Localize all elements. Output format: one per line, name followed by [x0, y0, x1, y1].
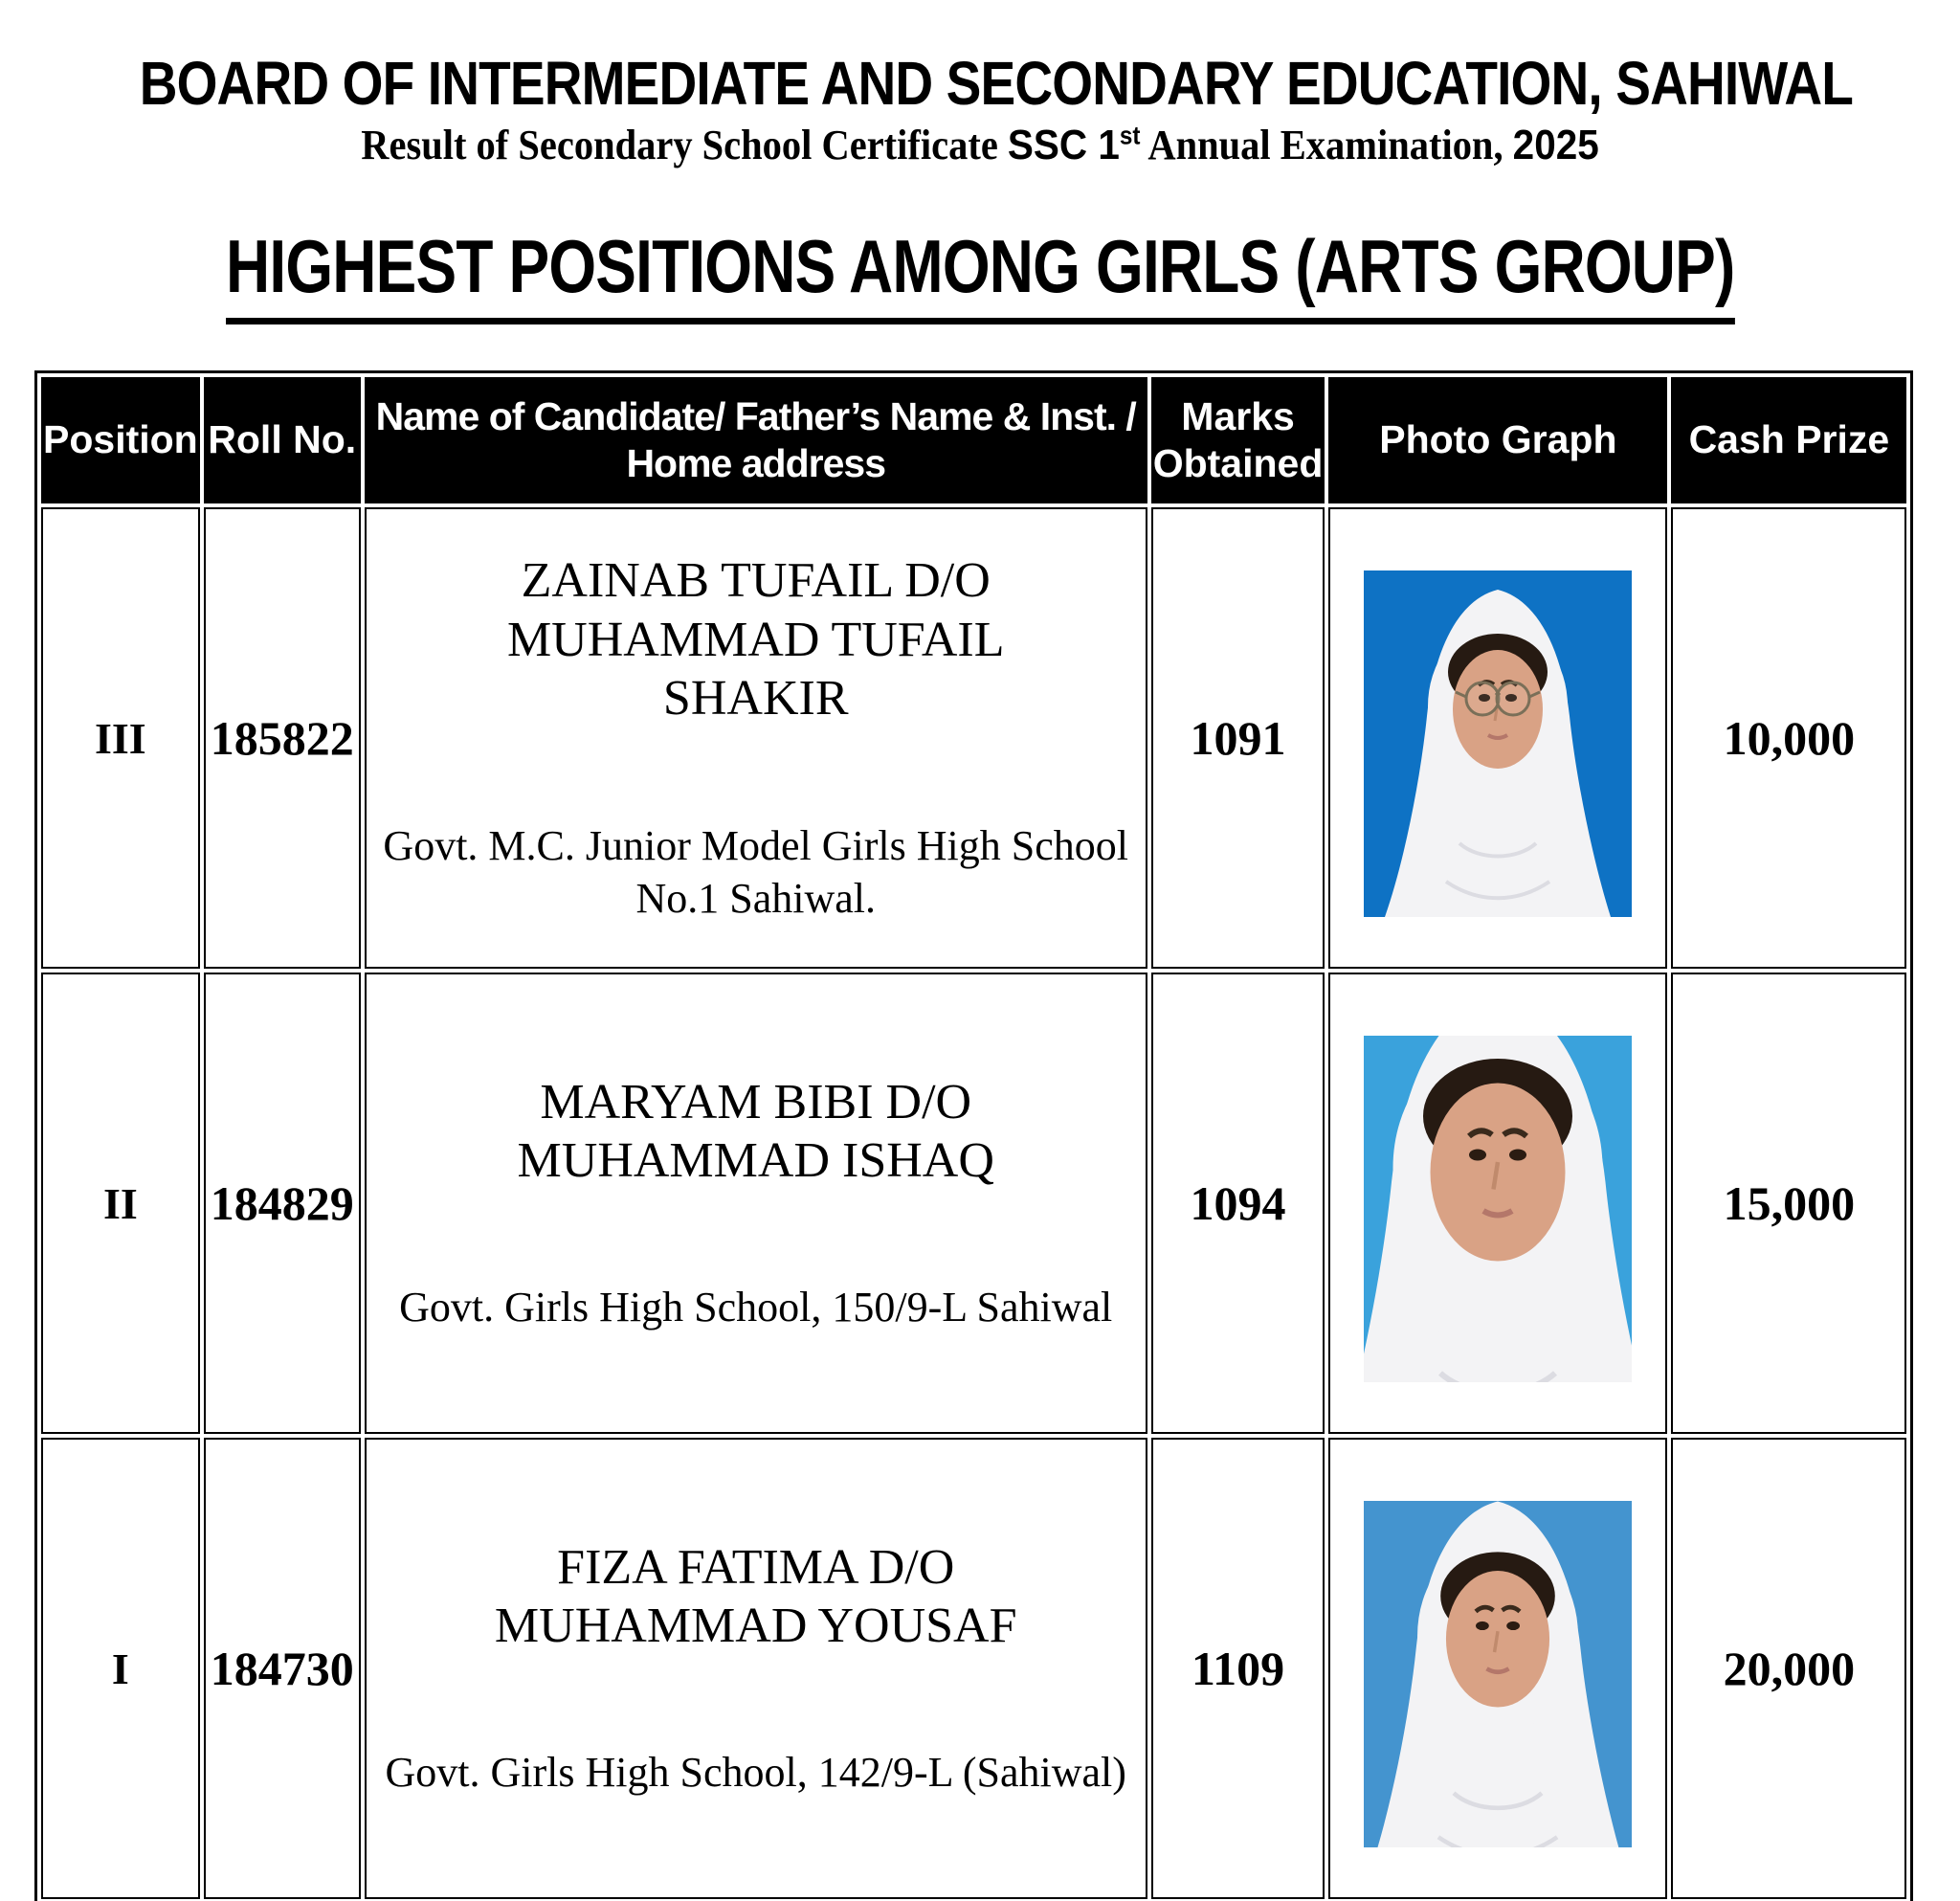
- candidate-name: ZAINAB TUFAIL D/O MUHAMMAD TUFAIL SHAKIR: [506, 553, 1005, 727]
- cash-prize-cell: 15,000: [1671, 973, 1906, 1434]
- cash-prize-cell: 20,000: [1671, 1438, 1906, 1899]
- header-roll-no: Roll No.: [204, 377, 361, 503]
- position-cell: III: [41, 507, 200, 969]
- exam-subtitle-row: [0, 121, 1960, 169]
- marks-cell: 1091: [1151, 507, 1325, 969]
- photo-cell: [1328, 1438, 1667, 1899]
- marks-cell: 1109: [1151, 1438, 1325, 1899]
- subtitle-exam-code: SSC 1: [1007, 122, 1120, 168]
- institution-name: Govt. M.C. Junior Model Girls High School No.1 Sahiwal.: [383, 821, 1128, 922]
- name-cell: [365, 507, 1147, 969]
- section-heading-row: [0, 223, 1960, 324]
- candidate-photo: [1364, 1501, 1632, 1847]
- table-header: [41, 377, 1906, 503]
- position-cell: II: [41, 973, 200, 1434]
- subtitle-year: 2025: [1512, 122, 1599, 168]
- marks-cell: 1094: [1151, 973, 1325, 1434]
- table-row: [41, 507, 1906, 969]
- subtitle-lead: Result of Secondary School Certificate: [361, 122, 1008, 168]
- candidate-photo: [1364, 1036, 1632, 1382]
- name-cell: [365, 973, 1147, 1434]
- position-cell: I: [41, 1438, 200, 1899]
- roll-no-cell: 184730: [204, 1438, 361, 1899]
- candidate-name: FIZA FATIMA D/O MUHAMMAD YOUSAF: [494, 1539, 1017, 1653]
- institution-name: Govt. Girls High School, 150/9-L Sahiwal: [399, 1284, 1113, 1331]
- name-cell: [365, 1438, 1147, 1899]
- candidate-name: MARYAM BIBI D/O MUHAMMAD ISHAQ: [517, 1074, 994, 1188]
- document-header: [0, 0, 1960, 324]
- header-row: [41, 377, 1906, 503]
- results-table: [34, 370, 1913, 1901]
- header-photo: Photo Graph: [1328, 377, 1667, 503]
- header-cash-prize: Cash Prize: [1671, 377, 1906, 503]
- photo-cell: [1328, 973, 1667, 1434]
- table-row: [41, 1438, 1906, 1899]
- roll-no-cell: 185822: [204, 507, 361, 969]
- roll-no-cell: 184829: [204, 973, 361, 1434]
- exam-subtitle: [361, 121, 1599, 169]
- header-position: Position: [41, 377, 200, 503]
- candidate-photo: [1364, 570, 1632, 917]
- photo-cell: [1328, 507, 1667, 969]
- institution-name: Govt. Girls High School, 142/9-L (Sahiwal): [385, 1749, 1126, 1797]
- header-candidate-name: Name of Candidate/ Father’s Name & Inst. / Home address: [365, 377, 1147, 503]
- board-title: BOARD OF INTERMEDIATE AND SECONDARY EDUCATION, SAHIWAL: [139, 49, 1853, 118]
- header-marks: Marks Obtained: [1151, 377, 1325, 503]
- subtitle-tail: Annual Examination,: [1140, 122, 1513, 168]
- table-row: [41, 973, 1906, 1434]
- cash-prize-cell: 10,000: [1671, 507, 1906, 969]
- section-heading: HIGHEST POSITIONS AMONG GIRLS (ARTS GROUP): [226, 223, 1734, 324]
- subtitle-ordinal-suffix: st: [1119, 121, 1141, 150]
